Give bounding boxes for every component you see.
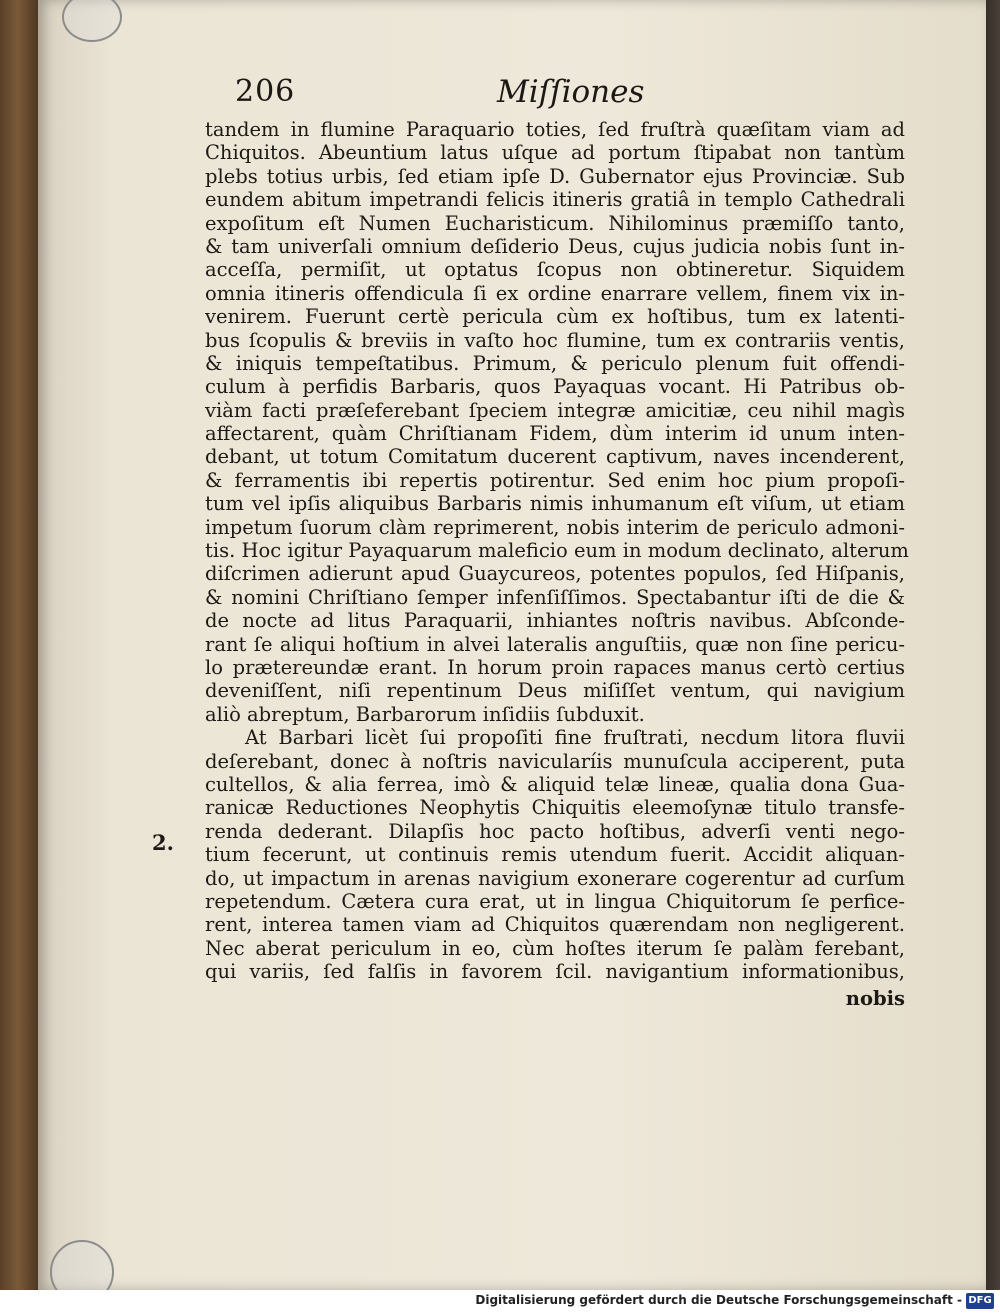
text-line: & iniquis tempeſtatibus. Primum, & periculo plenum fuit offendi- [205, 351, 905, 375]
body-text [205, 118, 909, 1011]
paragraph-marker: 2. [152, 830, 174, 855]
text-line: ranicæ Reductiones Neophytis Chiquitis eleemoſynæ titulo transfe- [205, 796, 905, 820]
text-line: plebs totius urbis, ſed etiam ipſe D. Gubernator ejus Provinciæ. Sub [205, 164, 905, 188]
text-line: bus ſcopulis & breviis in vaſto hoc flumine, tum ex contrariis ventis, [205, 328, 905, 352]
text-line: Nec aberat periculum in eo, cùm hoſtes iterum ſe palàm ferebant, [205, 936, 905, 960]
text-line: & tam univerſali omnium deſiderio Deus, cujus judicia nobis ſunt in- [205, 234, 905, 258]
text-line: eundem abitum impetrandi felicis itineris gratiâ in templo Cathedrali [205, 188, 905, 212]
text-line: do, ut impactum in arenas navigium exonerare cogerentur ad curſum [205, 866, 905, 890]
text-line: qui variis, ſed falſis in favorem ſcil. navigantium informationibus, [205, 960, 905, 984]
text-line: aliò abreptum, Barbarorum inſidiis ſubduxit. [205, 702, 645, 726]
running-title: Miſſiones [497, 74, 645, 110]
text-line: de nocte ad litus Paraquarii, inhiantes noſtris navibus. Abſconde- [205, 609, 905, 633]
text-line: impetum ſuorum clàm reprimerent, nobis interim de periculo admoni- [205, 515, 905, 539]
text-line: renda dederant. Dilapſis hoc pacto hoſtibus, adverſi venti nego- [205, 819, 905, 843]
text-line: repetendum. Cætera cura erat, ut in lingua Chiquitorum ſe perfice- [205, 889, 905, 913]
text-line: acceſſa, permiſit, ut optatus ſcopus non obtineretur. Siquidem [205, 258, 905, 282]
text-line: & ferramentis ibi repertis potirentur. Sed enim hoc pium propoſi- [205, 468, 905, 492]
footer-credit: Digitalisierung gefördert durch die Deutsche Forschungsgemeinschaft - [475, 1293, 962, 1307]
text-line: tis. Hoc igitur Payaquarum maleficio eum in modum declinato, alterum [205, 539, 909, 563]
catchword: nobis [845, 987, 905, 1011]
page-header [235, 74, 895, 114]
text-line: & nomini Chriſtiano ſemper infenſiſſimos. Spectabantur iſti de die & [205, 585, 905, 609]
text-line: tandem in flumine Paraquario toties, ſed fruſtrà quæſitam viam ad [205, 118, 905, 141]
book-spine [0, 0, 40, 1313]
text-line: At Barbari licèt ſui propoſiti fine fruſtrati, necdum litora fluvii [245, 726, 905, 750]
text-line: Chiquitos. Abeuntium latus uſque ad portum ſtipabat non tantùm [205, 141, 905, 165]
text-line: venirem. Fuerunt certè pericula cùm ex hoſtibus, tum ex latenti- [205, 305, 905, 329]
text-line: omnia itineris offendicula ſi ex ordine enarrare vellem, finem vix in- [205, 281, 905, 305]
text-line: tium fecerunt, ut continuis remis utendum fuerit. Accidit aliquan- [205, 843, 905, 867]
text-line: diſcrimen adierunt apud Guaycureos, potentes populos, ſed Hiſpanis, [205, 562, 905, 586]
digitization-footer [0, 1290, 1000, 1313]
text-line: expoſitum eſt Numen Eucharisticum. Nihilominus præmiſſo tanto, [205, 211, 905, 235]
text-line: deſerebant, donec à noſtris navicularíis munuſcula acciperent, puta [205, 749, 905, 773]
text-line: culum à perfidis Barbaris, quos Payaquas vocant. Hi Patribus ob- [205, 375, 905, 399]
text-line: lo prætereundæ erant. In horum proin rapaces manus certò certius [205, 655, 905, 679]
text-line: rent, interea tamen viam ad Chiquitos quærendam non negligerent. [205, 913, 905, 937]
text-line: affectarent, quàm Chriſtianam Fidem, dùm interim id unum inten- [205, 422, 905, 446]
text-line: cultellos, & alia ferrea, imò & aliquid telæ lineæ, qualia dona Gua- [205, 772, 905, 796]
text-line: viàm facti præſeferebant ſpeciem integræ amicitiæ, ceu nihil magìs [205, 398, 905, 422]
page-number: 206 [235, 74, 296, 109]
text-line: debant, ut totum Comitatum ducerent captivum, naves incenderent, [205, 445, 905, 469]
text-line: deveniſſent, niſi repentinum Deus miſiſſet ventum, qui navigium [205, 679, 905, 703]
text-line: tum vel ipſis aliquibus Barbaris nimis inhumanum eſt viſum, ut etiam [205, 492, 905, 516]
text-line: rant ſe aliqui hoſtium in alvei lateralis anguſtiis, quæ non ſine pericu- [205, 632, 905, 656]
dfg-logo-icon: DFG [966, 1293, 994, 1309]
